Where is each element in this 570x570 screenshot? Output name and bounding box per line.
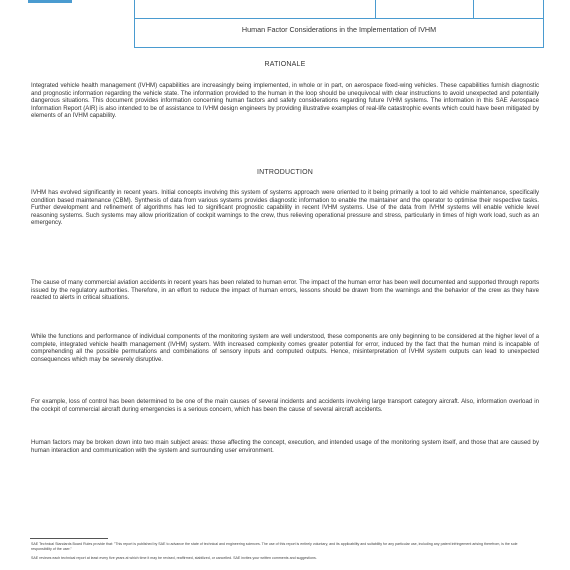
intro-paragraph-3: While the functions and performance of individual components of the monitoring system are well understood, these components are only beginning to be considered at the higher level of a complete, integrated vehicle health management (IVHM) system. With increased complexity comes greater potential for error, induced by the fact that the human mind is incapable of comprehending all the possible permutations and combinations of sensory inputs and computed outputs. Hence, misinterpretation of IVHM system outputs can lead to unexpected consequences which may be severely disruptive. xyxy=(31,333,539,363)
intro-paragraph-1: IVHM has evolved significantly in recent years. Initial concepts involving this system of systems approach were oriented to it being primarily a tool to aid vehicle maintenance, specifically condition based maintenance (CBM). Synthesis of data from various systems provides diagnostic information to enable the maintainer and the operator to optimise their respective tasks. Further development and refinement of algorithms has led to significant prognostic capability in recent IVHM systems. Use of the data from IVHM systems will enable vehicle level reasoning systems. Such systems may allow prioritization of cockpit warnings to the crew, thus relieving operational pressure and stress, particularly in times of high work load, such as an emergency. xyxy=(31,189,539,227)
footnote-sae-review: SAE reviews each technical report at least every five years at which time it may be revised, reaffirmed, stabilized, or cancelled. SAE invites your written comments and suggestions. xyxy=(31,556,317,560)
introduction-heading: INTRODUCTION xyxy=(256,169,314,176)
footnote-rule xyxy=(30,538,108,539)
document-title: Human Factor Considerations in the Implementation of IVHM xyxy=(241,25,437,34)
intro-paragraph-5: Human factors may be broken down into two main subject areas: those affecting the concept, execution, and intended usage of the monitoring system itself, and those that are caused by human interaction and communication with the system and surrounding user environment. xyxy=(31,439,539,454)
header-table-divider xyxy=(473,0,474,18)
header-table xyxy=(134,0,544,48)
footnote-sae-rules: SAE Technical Standards Board Rules provide that: "This report is published by SAE to advance the state of technical and engineering sciences. The use of this report is entirely voluntary, and its applicability and suitability for any particular use, including any patent infringement arising therefrom, is the sole responsibility of the user." xyxy=(31,542,518,551)
header-table-divider xyxy=(375,0,376,18)
header-accent-bar xyxy=(28,0,72,3)
intro-paragraph-4: For example, loss of control has been determined to be one of the main causes of several incidents and accidents involving large transport category aircraft. Also, information overload in the cockpit of commercial aircraft during emergencies is a serious concern, which has been the cause of several aircraft accidents. xyxy=(31,398,539,413)
rationale-paragraph: Integrated vehicle health management (IVHM) capabilities are increasingly being implemented, in whole or in part, on aerospace fixed-wing vehicles. These capabilities furnish diagnostic and prognostic information regarding the vehicle state. The information provided to the human in the loop should be unequivocal with clear instructions to avoid unexpected and potentially dangerous situations. This document provides information concerning human factors and safety considerations regarding future IVHM systems. The information in this SAE Aerospace Information Report (AIR) is also intended to be of assistance to IVHM design engineers by providing illustrative examples of real-life catastrophic events which could have been mitigated by elements of an IVHM capability. xyxy=(31,82,539,120)
intro-paragraph-2: The cause of many commercial aviation accidents in recent years has been related to human error. The impact of the human error has been well documented and supported through reports issued by the regulatory authorities. Therefore, in an effort to reduce the impact of human errors, lessons should be drawn from the warnings and the behavior of the crew as they have reacted to alerts in critical situations. xyxy=(31,279,539,302)
header-table-row xyxy=(135,0,543,19)
rationale-heading: RATIONALE xyxy=(264,61,306,68)
